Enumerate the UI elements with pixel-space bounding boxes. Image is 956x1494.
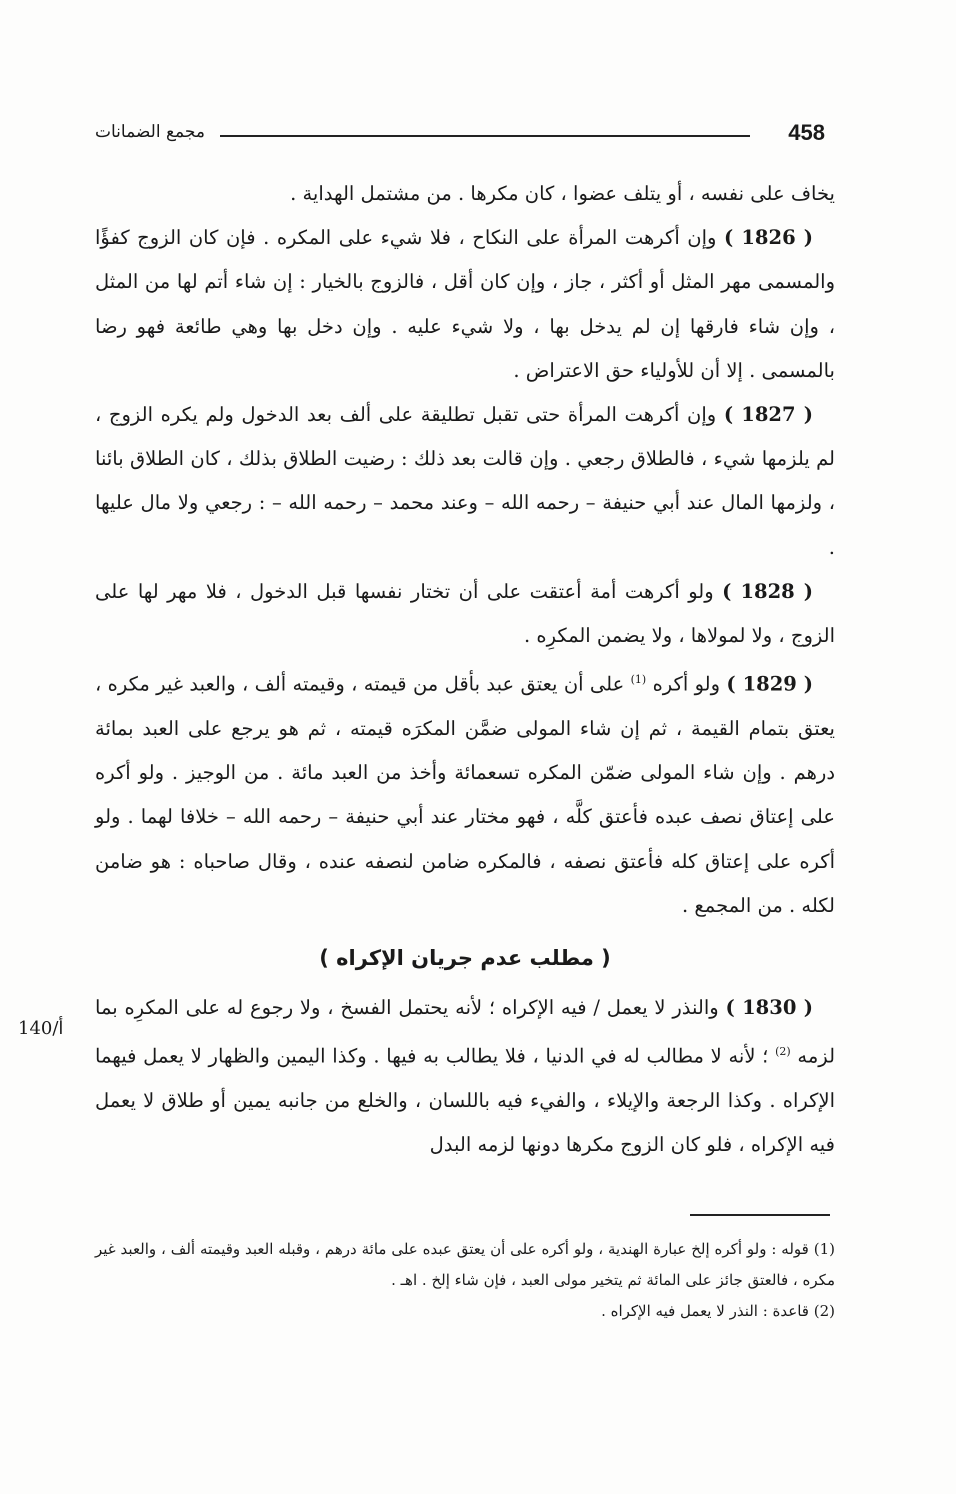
main-text [95, 172, 835, 1167]
item-number: ( 1827 ) [723, 403, 814, 427]
page-header [95, 120, 825, 160]
paragraph-text: وإن أكرهت المرأة على النكاح ، فلا شيء على المكره . فإن كان الزوج كفؤًا والمسمى مهر المثل أو أكثر ، جاز ، وإن كان أقل ، فالزوج بالخيار : إن شاء أتم لها من المثل ، وإن شاء فارقها إن لم يدخل بها ، ولا شيء عليه . وإن دخل بها وهي طائعة فهو رضا بالمسمى . إلا أن للأولياء حق الاعتراض . [95, 226, 835, 382]
item-number: ( 1828 ) [722, 579, 814, 603]
margin-folio-note: 140/أ [18, 1018, 64, 1039]
paragraph-1826 [95, 216, 835, 393]
paragraph-text: ؛ لأنه لا مطالب له في الدنيا ، فلا يطالب به فيها . وكذا اليمين والظهار لا يعمل فيهما الإكراه . وكذا الرجعة والإيلاء ، والفيء فيه باللسان ، والخلع من جانبه يمين أو طلاق لا يعمل فيه الإكراه ، فلو كان الزوج مكرها دونها لزمه البدل [95, 1044, 835, 1157]
paragraph-1827 [95, 393, 835, 570]
running-title: مجمع الضمانات [95, 122, 205, 142]
footnotes [95, 1234, 835, 1327]
item-number: ( 1830 ) [725, 995, 814, 1019]
page-number: 458 [788, 120, 825, 145]
header-rule [220, 135, 750, 137]
footnote-ref[interactable]: (2) [775, 1045, 791, 1059]
paragraph-text: وإن أكرهت المرأة حتى تقبل تطليقة على ألف بعد الدخول ولم يكره الزوج ، لم يلزمها شيء ، فالطلاق رجعي . وإن قالت بعد ذلك : رضيت الطلاق بذلك ، كان الطلاق بائنا ، ولزمها المال عند أبي حنيفة – رحمه الله – وعند محمد – رحمه الله – : رجعي ولا مال عليها . [95, 403, 835, 559]
footnote-ref[interactable]: (1) [630, 673, 647, 687]
item-number: ( 1829 ) [726, 672, 814, 696]
paragraph [95, 172, 835, 216]
paragraph-text: ولو أكره [652, 672, 721, 696]
paragraph-text: على أن يعتق عبد بأقل من قيمته ، وقيمته ألف ، والعبد غير مكره ، يعتق بتمام القيمة ، ثم إن شاء المولى ضمَّن المكرَه قيمته ، ثم هو يرجع على العبد بمائة درهم . وإن شاء المولى ضمّن المكره تسعمائة وأخذ من العبد مائة . من الوجيز . ولو أكره على إعتاق نصف عبده فأعتق كلَّه ، فهو مختار عند أبي حنيفة – رحمه الله – خلافا لهما . ولو أكره على إعتاق كله فأعتق نصفه ، فالمكره ضامن لنصفه عنده ، وقال صاحباه : هو ضامن لكله . من المجمع . [95, 672, 835, 917]
paragraph-text: ولو أكرهت أمة أعتقت على أن تختار نفسها قبل الدخول ، فلا مهر لها على الزوج ، ولا لمولاها ، ولا يضمن المكرِه . [95, 579, 835, 648]
paragraph-1830 [95, 986, 835, 1167]
item-number: ( 1826 ) [723, 226, 814, 250]
paragraph-1828 [95, 570, 835, 658]
paragraph-text: يخاف على نفسه ، أو يتلف عضوا ، كان مكرها . من مشتمل الهداية . [290, 182, 835, 205]
footnote-2: (2) قاعدة : النذر لا يعمل فيه الإكراه . [601, 1302, 835, 1320]
footnote-1: (1) قوله : ولو أكره إلخ عبارة الهندية ، ولو أكره على أن يعتق عبده على مائة درهم ، وقبله العبد وقيمته ألف ، والعبد غير مكره ، فالعتق جائز على المائة ثم يتخير مولى العبد ، فإن شاء إلخ . اهـ . [95, 1240, 835, 1289]
paragraph-text: والنذر لا يعمل / فيه الإكراه ؛ لأنه يحتمل الفسخ ، ولا رجوع له على المكرِه بما لزمه [95, 995, 836, 1068]
section-heading: ( مطلب عدم جريان الإكراه ) [319, 945, 611, 970]
paragraph-1829 [95, 658, 835, 928]
footnote-rule [690, 1214, 830, 1216]
